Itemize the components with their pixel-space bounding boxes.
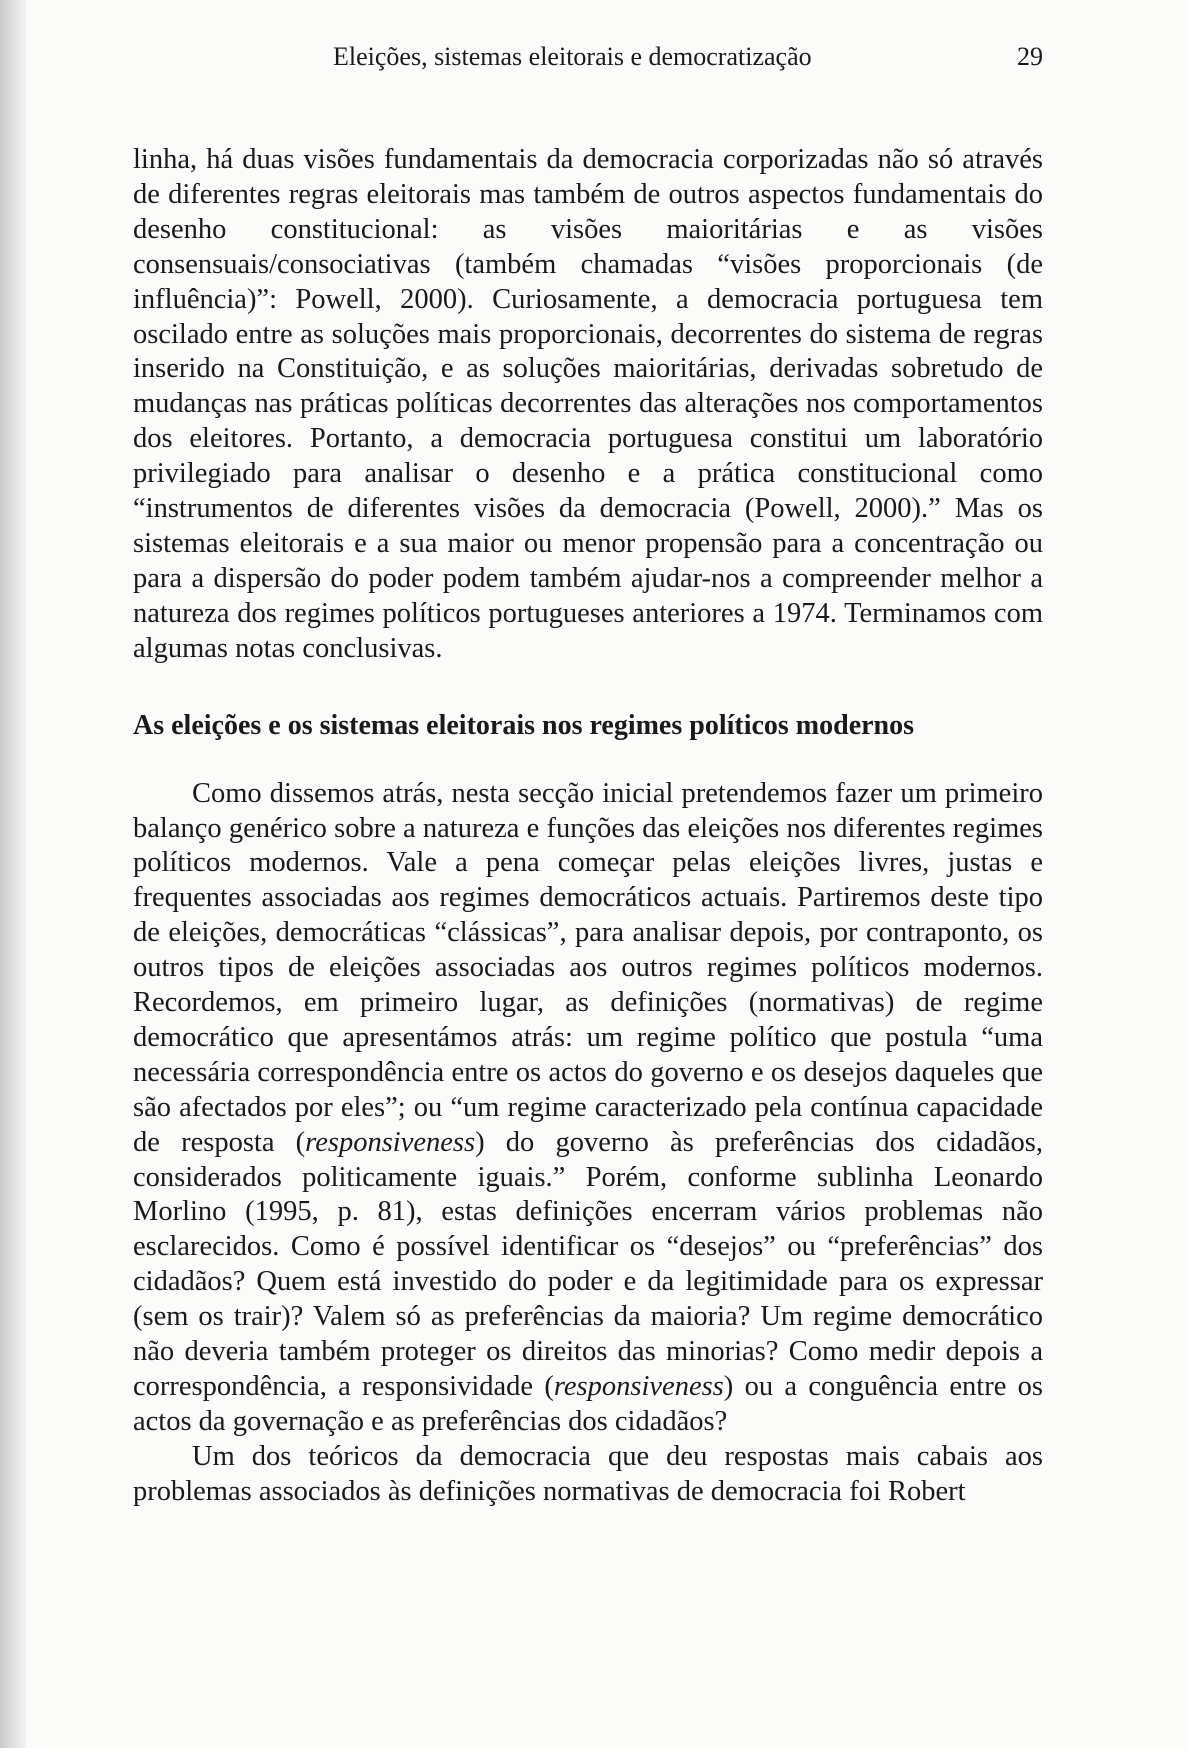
paragraph-text-segment: Como dissemos atrás, nesta secção inicial pretendemos fazer um primeiro balanço genérico sobre a natureza e funções das eleições nos diferentes regimes políticos modernos. Vale a pena começar pelas eleições livres, justas e frequentes associadas aos regimes democráticos actuais. Partiremos deste tipo de eleições, democráticas “clássicas”, para analisar depois, por contraponto, os outros tipos de eleições associadas aos outros regimes políticos modernos. Recordemos, em primeiro lugar, as definições (normativas) de regime democrático que apresentámos atrás: um regime político que postula “uma necessária correspondência entre os actos do governo e os desejos daqueles que são afectados por eles”; ou “um regime caracterizado pela contínua capacidade de resposta ( [133, 777, 1043, 1158]
paragraph-dahl-intro: Um dos teóricos da democracia que deu respostas mais cabais aos problemas associados às definições normativas de democracia foi Robert [133, 1440, 1043, 1507]
italic-term: responsiveness [305, 1126, 476, 1158]
running-header [133, 42, 1043, 78]
page-number: 29 [1017, 42, 1043, 71]
section-heading: As eleições e os sistemas eleitorais nos regimes políticos modernos [133, 709, 915, 741]
body-text [133, 143, 1043, 1510]
running-title: Eleições, sistemas eleitorais e democratização [333, 42, 812, 71]
italic-term: responsiveness [553, 1371, 724, 1402]
page-spine-shadow [0, 0, 26, 1748]
paragraph-text-segment: ) do governo às preferências dos cidadãos, considerados politicamente iguais.” Porém, conforme sublinha Leonardo Morlino (1995, p. 81), estas definições encerram vários problemas não esclarecidos. Como é possível identificar os “desejos” ou “preferências” dos cidadãos? Quem está investido do poder e da legitimidade para os expressar (sem os trair)? Valem só as preferências da maioria? Um regime democrático não deveria também proteger os direitos das minorias? Como medir depois a correspondência, a responsividade ( [133, 1126, 1044, 1402]
paragraph-elections-definitions [133, 777, 1043, 1440]
paragraph-text-segment: ) ou a conguência entre os actos da governação e as preferências dos cidadãos? [133, 1371, 1043, 1437]
paragraph-intro-continuation: linha, há duas visões fundamentais da democracia corporizadas não só através de diferentes regras eleitorais mas também de outros aspectos fundamentais do desenho constitucional: as visões maioritárias e as visões consensuais/consociativas (também chamadas “visões proporcionais (de influência)”: Powell, 2000). Curiosamente, a democracia portuguesa tem oscilado entre as soluções mais proporcionais, decorrentes do sistema de regras inserido na Constituição, e as soluções maioritárias, derivadas sobretudo de mudanças nas práticas políticas decorrentes das alterações nos comportamentos dos eleitores. Portanto, a democracia portuguesa constitui um laboratório privilegiado para analisar o desenho e a prática constitucional como “instrumentos de diferentes visões da democracia (Powell, 2000).” Mas os sistemas eleitorais e a sua maior ou menor propensão para a concentração ou para a dispersão do poder podem também ajudar-nos a compreender melhor a natureza dos regimes políticos portugueses anteriores a 1974. Terminamos com algumas notas conclusivas. [133, 144, 1043, 664]
